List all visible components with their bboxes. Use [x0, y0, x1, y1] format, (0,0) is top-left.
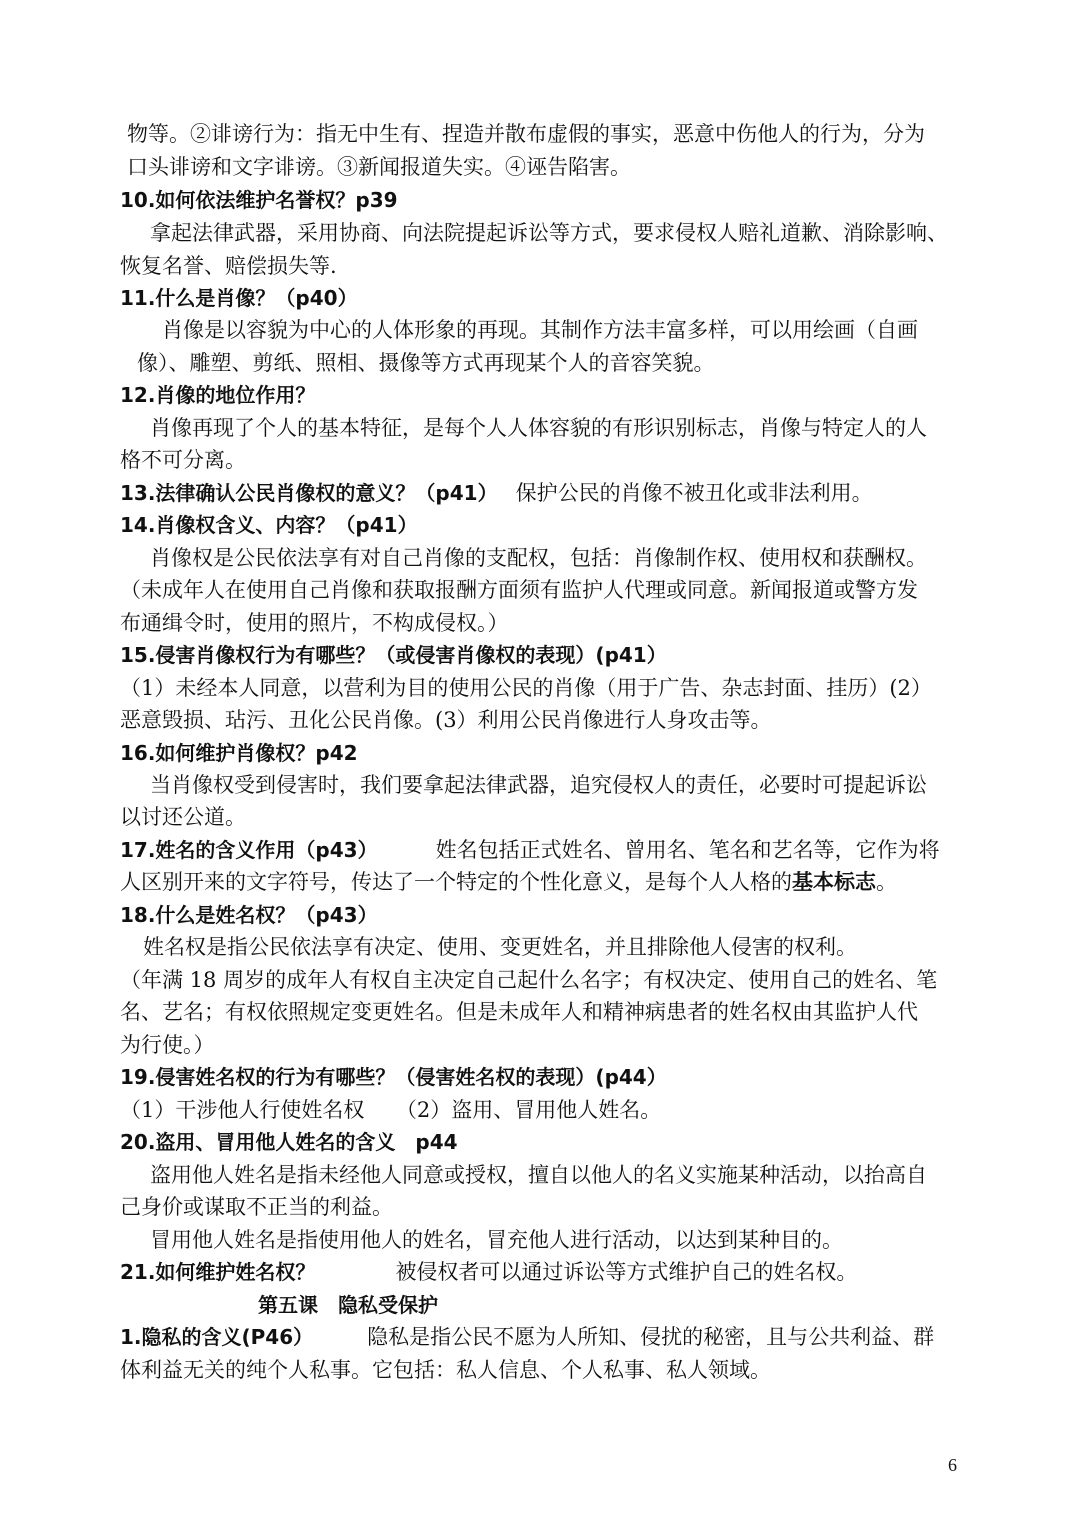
text-line: 盗用他人姓名是指未经他人同意或授权，擅自以他人的名义实施某种活动，以抬高自 [150, 1163, 927, 1187]
text-line: 冒用他人姓名是指使用他人的姓名，冒充他人进行活动，以达到某种目的。 [150, 1228, 843, 1252]
question-heading: 21.如何维护姓名权？ [120, 1260, 316, 1284]
text-line: 名、艺名；有权依照规定变更姓名。但是未成年人和精神病患者的姓名权由其监护人代 [120, 1000, 918, 1024]
text-line: （1）未经本人同意，以营利为目的使用公民的肖像（用于广告、杂志封面、挂历）(2） [120, 676, 932, 700]
text-line: 肖像权是公民依法享有对自己肖像的支配权，包括：肖像制作权、使用权和获酬权。 [150, 546, 927, 570]
answer-text: 被侵权者可以通过诉讼等方式维护自己的姓名权。 [395, 1260, 858, 1284]
text-line: 拿起法律武器，采用协商、向法院提起诉讼等方式，要求侵权人赔礼道歉、消除影响、 [150, 221, 948, 245]
answer-text: 保护公民的肖像不被丑化或非法利用。 [515, 481, 873, 505]
text-line: 姓名权是指公民依法享有决定、使用、变更姓名，并且排除他人侵害的权利。 [143, 935, 857, 959]
question-heading: 18.什么是姓名权？（p43） [120, 903, 378, 927]
page-number: 6 [948, 1455, 957, 1475]
text-line: 格不可分离。 [120, 448, 246, 472]
question-line [120, 834, 965, 866]
question-heading: 17.姓名的含义作用（p43） [120, 838, 378, 862]
text-line: 体利益无关的纯个人私事。它包括：私人信息、个人私事、私人领域。 [120, 1358, 771, 1382]
question-line [120, 1256, 965, 1288]
text-line: 当肖像权受到侵害时，我们要拿起法律武器，追究侵权人的责任，必要时可提起诉讼 [150, 773, 927, 797]
text-line: （年满 18 周岁的成年人有权自主决定自己起什么名字；有权决定、使用自己的姓名、笔 [120, 968, 938, 992]
text-line: 恢复名誉、赔偿损失等. [120, 254, 337, 278]
text-line: 肖像是以容貌为中心的人体形象的再现。其制作方法丰富多样，可以用绘画（自画 [162, 318, 918, 342]
question-heading: 14.肖像权含义、内容？（p41） [120, 513, 418, 537]
text-line: （未成年人在使用自己肖像和获取报酬方面须有监护人代理或同意。新闻报道或警方发 [120, 578, 918, 602]
text-line: （1）干涉他人行使姓名权 （2）盗用、冒用他人姓名。 [120, 1098, 662, 1122]
lesson-title: 第五课 隐私受保护 [258, 1293, 438, 1317]
text-segment: 人区别开来的文字符号，传达了一个特定的个性化意义，是每个人人格的 [120, 870, 792, 894]
text-line: 口头诽谤和文字诽谤。③新闻报道失实。④诬告陷害。 [127, 155, 631, 179]
text-line: 己身价或谋取不正当的利益。 [120, 1195, 393, 1219]
question-heading: 20.盗用、冒用他人姓名的含义 p44 [120, 1130, 458, 1154]
bold-term: 基本标志 [792, 870, 876, 894]
text-line: 恶意毁损、玷污、丑化公民肖像。(3）利用公民肖像进行人身攻击等。 [120, 708, 772, 732]
question-heading: 12.肖像的地位作用？ [120, 383, 316, 407]
text-line: 布通缉令时，使用的照片，不构成侵权。） [120, 611, 509, 635]
question-heading: 16.如何维护肖像权？p42 [120, 741, 358, 765]
answer-text: 隐私是指公民不愿为人所知、侵扰的秘密，且与公共利益、群 [367, 1325, 935, 1349]
text-line: 物等。②诽谤行为：指无中生有、捏造并散布虚假的事实，恶意中伤他人的行为，分为 [127, 122, 925, 146]
question-heading: 10.如何依法维护名誉权？p39 [120, 188, 398, 212]
question-line [120, 1321, 965, 1353]
answer-text: 姓名包括正式姓名、曾用名、笔名和艺名等，它作为将 [435, 838, 940, 862]
text-line [120, 866, 965, 898]
question-line [120, 477, 965, 509]
question-heading: 11.什么是肖像？（p40） [120, 286, 358, 310]
question-heading: 13.法律确认公民肖像权的意义？（p41） [120, 481, 498, 505]
question-heading: 1.隐私的含义(P46） [120, 1325, 314, 1349]
text-line: 以讨还公道。 [120, 805, 246, 829]
text-line: 像）、雕塑、剪纸、照相、摄像等方式再现某个人的音容笑貌。 [137, 351, 715, 375]
text-line: 为行使。） [120, 1033, 215, 1057]
text-line: 肖像再现了个人的基本特征，是每个人人体容貌的有形识别标志，肖像与特定人的人 [150, 416, 927, 440]
question-heading: 15.侵害肖像权行为有哪些？（或侵害肖像权的表现）(p41） [120, 643, 667, 667]
text-segment: 。 [876, 870, 897, 894]
question-heading: 19.侵害姓名权的行为有哪些？（侵害姓名权的表现）(p44） [120, 1065, 667, 1089]
